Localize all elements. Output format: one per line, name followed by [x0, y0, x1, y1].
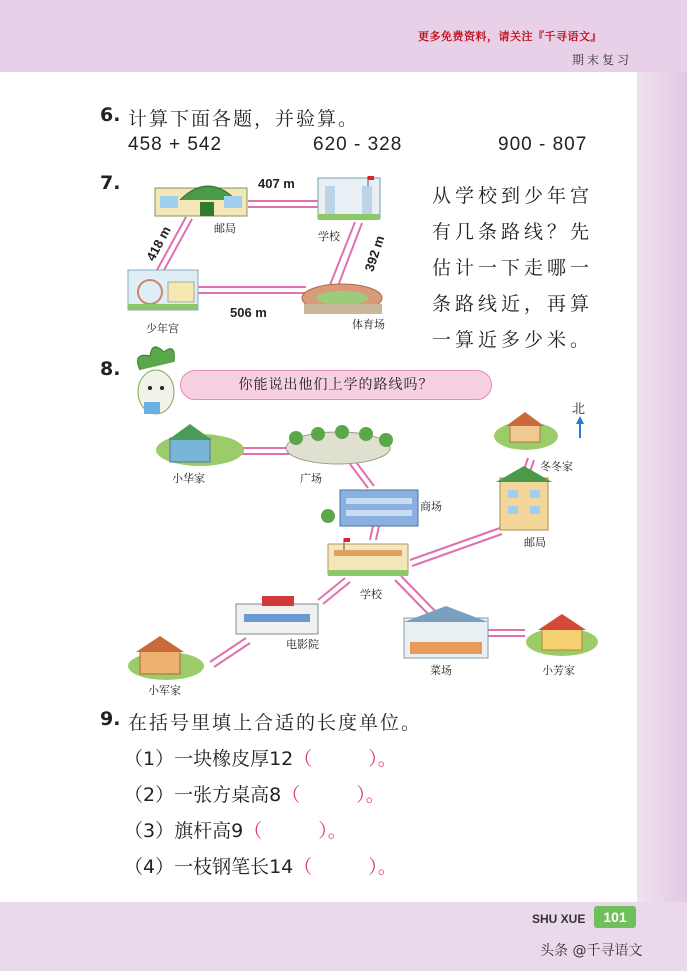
q6-expr-2: 620 - 328 [313, 134, 403, 155]
north-arrow-icon [576, 416, 584, 438]
xiaofang-house-icon [526, 614, 598, 656]
q7-dist-post-school: 407 m [258, 176, 295, 191]
page-number: 101 [594, 906, 636, 928]
q8-label-dongdong: 冬冬家 [540, 460, 573, 473]
q9-item-3-close: ）。 [318, 820, 347, 842]
dongdong-house-icon [494, 412, 558, 450]
q8-label-vegetable: 菜场 [430, 664, 452, 677]
q8-label-mall: 商场 [420, 500, 442, 513]
q8-label-post: 邮局 [524, 536, 546, 549]
q9-item-3 [124, 816, 347, 843]
q6-text: 计算下面各题，并验算。 [128, 108, 360, 130]
footer-label: SHU XUE [532, 912, 586, 926]
q7-dist-palace-stadium: 506 m [230, 305, 267, 320]
q8-number: 8. [100, 358, 121, 380]
vegetable-market-icon [404, 606, 488, 658]
q8-post-office-icon [496, 466, 552, 530]
cinema-icon [236, 596, 318, 634]
q7-school-icon [318, 176, 380, 220]
xiaohua-house-icon [156, 424, 244, 466]
q8-label-xiaojun: 小军家 [148, 684, 181, 697]
radish-mascot-icon [138, 347, 175, 414]
q9-item-4-label: （4）一枝钢笔长14 [124, 856, 294, 878]
q6-expr-3: 900 - 807 [498, 134, 588, 155]
q8-speech-bubble: 你能说出他们上学的路线吗？ [180, 370, 492, 400]
q9-text: 在括号里填上合适的长度单位。 [128, 712, 423, 734]
q6-expr-1: 458 + 542 [128, 134, 223, 155]
q6-number: 6. [100, 104, 121, 126]
q9-item-2-label: （2）一张方桌高8 [124, 784, 282, 806]
q8-label-xiaohua: 小华家 [172, 472, 205, 485]
q8-label-xiaofang: 小芳家 [542, 664, 575, 677]
q7-label-school: 学校 [318, 230, 340, 243]
q9-item-2 [124, 780, 385, 807]
section-title: 期末复习 [572, 53, 633, 67]
q7-childrens-palace-icon [128, 270, 198, 310]
q9-item-1-open: （ [293, 748, 313, 770]
q9-item-4-open: （ [293, 856, 313, 878]
q9-number: 9. [100, 708, 121, 730]
q8-label-cinema: 电影院 [286, 638, 319, 651]
q9-item-1-label: （1）一块橡皮厚12 [124, 748, 294, 770]
square-icon [286, 425, 393, 464]
q9-item-3-open: （ [243, 820, 263, 842]
q7-label-palace: 少年宫 [146, 322, 179, 335]
q9-item-3-label: （3）旗杆高9 [124, 820, 244, 842]
mall-icon [321, 490, 418, 526]
north-label: 北 [572, 402, 586, 417]
q7-stadium-icon [302, 284, 382, 314]
q8-label-square: 广场 [300, 472, 322, 485]
q9-item-1-close: ）。 [368, 748, 397, 770]
q7-text: 从学校到少年宫有几条路线？先估计一下走哪一条路线近，再算一算近多少米。 [432, 185, 594, 351]
q9-item-4 [124, 852, 397, 879]
q9-item-4-close: ）。 [368, 856, 397, 878]
promo-text: 更多免费资料，请关注『千寻语文』 [418, 30, 602, 43]
q7-dist-post-palace: 418 m [143, 223, 174, 264]
q9-item-1 [124, 744, 397, 771]
q8-school-icon [328, 538, 408, 576]
watermark-text: 头条 @千寻语文 [540, 943, 643, 959]
q9-item-2-close: ）。 [356, 784, 385, 806]
xiaojun-house-icon [128, 636, 204, 680]
q7-post-office-icon [155, 186, 247, 216]
q7-label-stadium: 体育场 [352, 318, 385, 331]
q9-item-2-open: （ [281, 784, 301, 806]
q7-label-post: 邮局 [214, 222, 236, 235]
q7-dist-school-stadium: 392 m [361, 233, 388, 274]
q8-label-school: 学校 [360, 588, 382, 601]
q7-number: 7. [100, 172, 121, 194]
